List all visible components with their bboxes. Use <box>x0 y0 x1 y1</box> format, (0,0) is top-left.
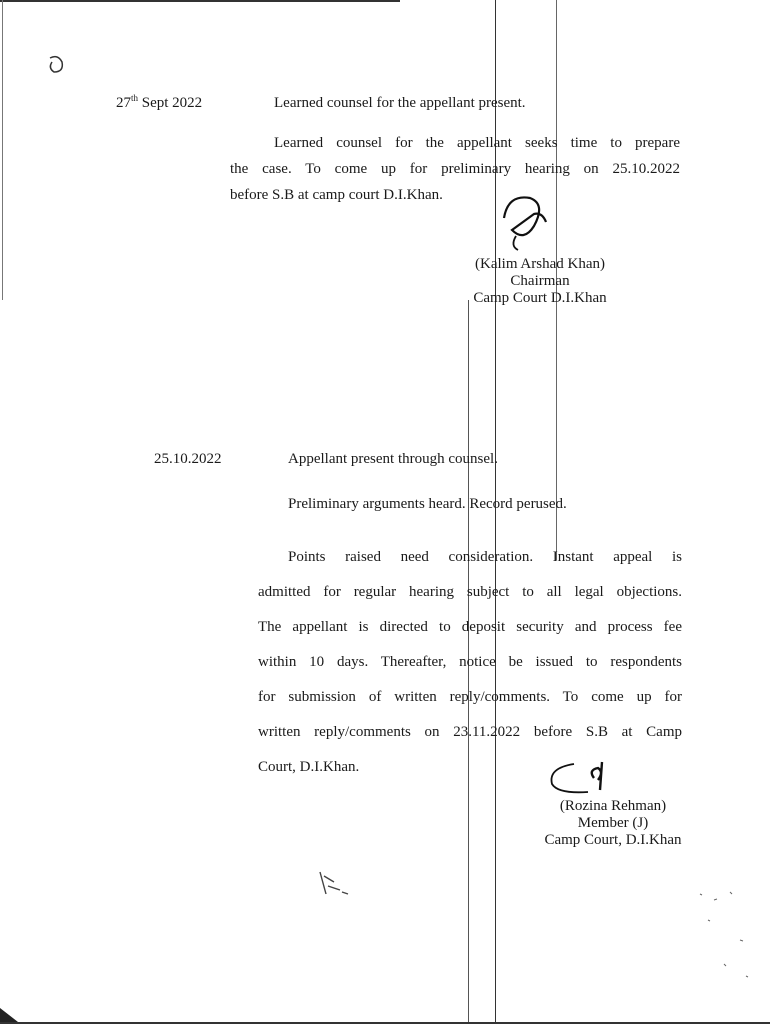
entry-2-para-line-6: written reply/comments on 23.11.2022 before S.B at Camp <box>258 724 682 740</box>
entry-2-para-line-4: within 10 days. Thereafter, notice be issued to respondents <box>258 654 682 670</box>
chairman-name: (Kalim Arshad Khan) <box>475 256 605 272</box>
top-border-line <box>0 0 400 2</box>
entry-1-line-1: Learned counsel for the appellant present. <box>274 95 526 111</box>
entry-2-para-line-1: Points raised need consideration. Instant appeal is <box>288 549 682 565</box>
member-signature <box>544 756 624 800</box>
entry-1-signatory <box>455 256 625 307</box>
entry-1-para-line-2: the case. To come up for preliminary hearing on 25.10.2022 <box>230 161 680 177</box>
entry-2-date: 25.10.2022 <box>154 451 222 467</box>
entry-2-para-line-2: admitted for regular hearing subject to all legal objections. <box>258 584 682 600</box>
member-place: Camp Court, D.I.Khan <box>544 832 682 848</box>
chairman-place: Camp Court D.I.Khan <box>473 290 607 306</box>
corner-mark <box>40 50 80 80</box>
bottom-left-corner <box>0 1004 30 1024</box>
chairman-signature <box>490 186 560 256</box>
entry-2-para-line-5: for submission of written reply/comments. To come up for <box>258 689 682 705</box>
entry-1-paragraph <box>230 130 680 208</box>
scan-smudge <box>312 866 362 900</box>
member-title: Member (J) <box>577 815 649 831</box>
chairman-title: Chairman <box>510 273 570 289</box>
member-name: (Rozina Rehman) <box>559 798 667 814</box>
entry-2-para-line-3: The appellant is directed to deposit security and process fee <box>258 619 682 635</box>
entry-1-para-line-1: Learned counsel for the appellant seeks time to prepare <box>274 135 680 151</box>
entry-2-line-1: Appellant present through counsel. <box>288 451 498 467</box>
entry-2-paragraph <box>258 540 682 785</box>
entry-1-date: 27th Sept 2022 <box>116 93 203 111</box>
entry-2-signatory <box>528 798 698 849</box>
left-edge-line <box>2 0 3 300</box>
entry-1-para-line-3: before S.B at camp court D.I.Khan. <box>230 187 443 203</box>
right-edge-speckles <box>690 880 760 1000</box>
entry-2-para-line-7: Court, D.I.Khan. <box>258 759 360 775</box>
entry-2-line-2: Preliminary arguments heard. Record perused. <box>288 496 567 512</box>
